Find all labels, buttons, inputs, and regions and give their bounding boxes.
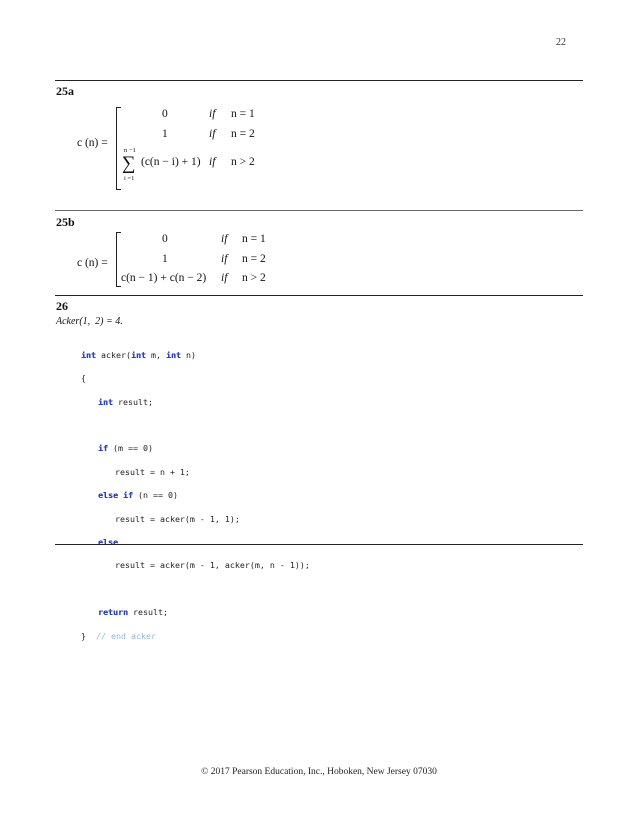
case-25a-1-cond: n = 1 <box>231 108 255 120</box>
brace-25b-bottom <box>116 286 121 287</box>
case-25b-2-cond: n = 2 <box>242 253 266 265</box>
code-line-1 <box>81 350 310 362</box>
rule-25a-25b <box>55 210 583 211</box>
code-listing <box>81 338 310 654</box>
rule-top <box>55 80 583 81</box>
case-25a-1-if: if <box>209 108 216 120</box>
code-line-7 <box>81 490 310 502</box>
code-text: (m == 0) <box>108 443 153 454</box>
code-line-6 <box>81 467 310 479</box>
code-line-blank <box>81 584 310 596</box>
code-line-5 <box>81 443 310 455</box>
case-25a-2-cond: n = 2 <box>231 128 255 140</box>
acker-statement: Acker(1, 2) = 4. <box>56 316 123 327</box>
rule-25b-26 <box>55 295 583 296</box>
lhs-25a: c (n) = <box>77 137 108 149</box>
code-text: result = acker(m - 1, acker(m, n - 1)); <box>115 560 310 571</box>
kw-int: int <box>98 396 113 407</box>
brace-25a-bottom <box>116 189 121 190</box>
code-line-9 <box>81 537 310 549</box>
code-text: result; <box>113 396 153 407</box>
rule-bottom <box>55 544 583 545</box>
kw-if: if <box>122 490 133 501</box>
code-text: m, <box>145 349 166 360</box>
heading-26: 26 <box>56 299 68 313</box>
case-25a-3-if: if <box>209 156 216 168</box>
page-number: 22 <box>556 37 566 48</box>
sigma-symbol: ∑ <box>122 153 136 174</box>
code-text: } <box>81 630 86 641</box>
code-line-12 <box>81 607 310 619</box>
code-text: (n == 0) <box>132 490 178 501</box>
kw-else: else <box>98 536 118 547</box>
code-text: result = n + 1; <box>115 466 190 477</box>
code-text: { <box>81 373 86 384</box>
case-25b-1-cond: n = 1 <box>242 233 266 245</box>
code-line-13 <box>81 631 310 643</box>
case-25b-2-value: 1 <box>162 253 168 265</box>
code-line-blank <box>81 420 310 432</box>
kw-int: int <box>81 349 96 360</box>
sum-lower: i =1 <box>124 175 135 182</box>
lhs-25b: c (n) = <box>77 257 108 269</box>
case-25b-1-if: if <box>221 233 228 245</box>
heading-25a: 25a <box>56 84 74 98</box>
code-comment: // end acker <box>96 630 156 641</box>
kw-int: int <box>130 349 146 360</box>
brace-25a <box>116 107 117 189</box>
code-line-10 <box>81 560 310 572</box>
case-25b-2-if: if <box>221 253 228 265</box>
case-25b-1-value: 0 <box>162 233 168 245</box>
brace-25b-top <box>116 232 121 233</box>
code-text: result; <box>127 607 168 618</box>
sum-upper: n −1 <box>124 147 136 154</box>
code-text: result = acker(m - 1, 1); <box>115 513 240 524</box>
kw-else: else <box>98 490 118 501</box>
kw-if: if <box>98 443 108 454</box>
brace-25a-top <box>116 107 121 108</box>
code-line-2 <box>81 373 310 385</box>
kw-return: return <box>98 607 128 618</box>
case-25a-2-if: if <box>209 128 216 140</box>
heading-25b: 25b <box>56 215 75 229</box>
kw-int: int <box>165 349 181 360</box>
code-text: n) <box>180 349 196 360</box>
code-text: acker( <box>96 349 131 360</box>
case-25a-2-value: 1 <box>162 128 168 140</box>
copyright-footer: © 2017 Pearson Education, Inc., Hoboken, New Jersey 07030 <box>201 767 437 777</box>
case-25b-3-cond: n > 2 <box>242 272 266 284</box>
case-25a-3-value: (c(n − i) + 1) <box>141 156 201 168</box>
code-line-8 <box>81 514 310 526</box>
case-25a-1-value: 0 <box>162 108 168 120</box>
code-line-3 <box>81 397 310 409</box>
case-25b-3-value: c(n − 1) + c(n − 2) <box>121 272 207 284</box>
case-25b-3-if: if <box>221 272 228 284</box>
brace-25b <box>116 232 117 286</box>
case-25a-3-cond: n > 2 <box>231 156 255 168</box>
